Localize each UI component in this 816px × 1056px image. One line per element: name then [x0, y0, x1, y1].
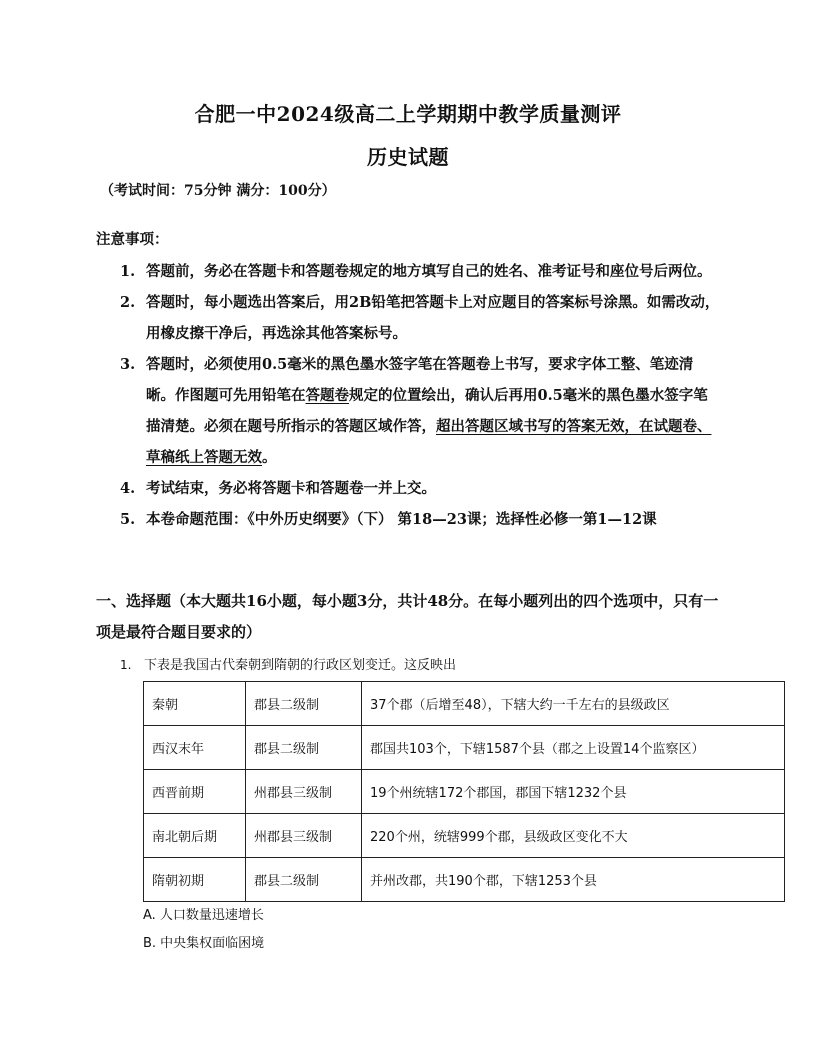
table-cell-dynasty: 西晋前期 — [144, 770, 246, 814]
notice-text: 规定的位置绘出，确认后再用0.5毫米的黑色墨水签字笔描清楚。必须在题号所指示的答题区域作答， — [146, 387, 708, 435]
table-cell-system: 郡县二级制 — [246, 682, 362, 726]
notice-text: 。 — [262, 449, 277, 466]
table-cell-system: 州郡县三级制 — [246, 814, 362, 858]
exam-subject: 历史试题 — [367, 145, 449, 169]
table-row — [144, 858, 785, 902]
table-cell-dynasty: 隋朝初期 — [144, 858, 246, 902]
notice-item-4 — [96, 473, 720, 504]
notice-text: 答题时，必须使用0.5毫米的黑色墨水签字笔在答题卷上书写，要求字体工整、笔迹清晰。作图题可先用铅笔在 — [146, 356, 694, 404]
notice-text: 本卷命题范围：《中外历史纲要》（下） 第18—23课；选择性必修一第1—12课 — [146, 511, 657, 528]
table-cell-detail: 37个郡（后增至48），下辖大约一千左右的县级政区 — [362, 682, 785, 726]
question-table — [143, 681, 785, 902]
exam-info: （考试时间：75分钟 满分：100分） — [100, 183, 336, 199]
table-cell-system: 州郡县三级制 — [246, 770, 362, 814]
notice-number: 1. — [120, 263, 136, 280]
notice-item-1 — [96, 256, 720, 287]
notice-heading: 注意事项： — [96, 231, 169, 248]
table-cell-system: 郡县二级制 — [246, 726, 362, 770]
notice-item-2 — [96, 287, 720, 349]
notice-item-5 — [96, 504, 720, 535]
table-cell-dynasty: 秦朝 — [144, 682, 246, 726]
table-cell-detail: 郡国共103个，下辖1587个县（郡之上设置14个监察区） — [362, 726, 785, 770]
exam-title: 合肥一中2024级高二上学期期中教学质量测评 — [194, 102, 622, 126]
notice-text: 答题前，务必在答题卡和答题卷规定的地方填写自己的姓名、准考证号和座位号后两位。 — [146, 263, 712, 280]
notice-text: 答题时，每小题选出答案后，用2B铅笔把答题卡上对应题目的答案标号涂黑。如需改动，用橡皮擦干净后，再选涂其他答案标号。 — [146, 294, 720, 342]
table-cell-dynasty: 南北朝后期 — [144, 814, 246, 858]
table-row — [144, 814, 785, 858]
question-stem — [120, 654, 456, 673]
notice-number: 4. — [120, 480, 136, 497]
notice-list — [96, 256, 720, 535]
question-number: 1. — [120, 658, 132, 672]
table-row — [144, 770, 785, 814]
option-b: B. 中央集权面临困境 — [143, 936, 265, 951]
table-row — [144, 726, 785, 770]
notice-number: 5. — [120, 511, 136, 528]
table-cell-detail: 19个州统辖172个郡国，郡国下辖1232个县 — [362, 770, 785, 814]
notice-underlined-text: 超出答题区域书写的答案无效，在试题卷、草稿纸上答题无效 — [146, 418, 712, 466]
table-cell-detail: 并州改郡，共190个郡，下辖1253个县 — [362, 858, 785, 902]
notice-item-3 — [96, 349, 720, 473]
question-text: 下表是我国古代秦朝到隋朝的行政区划变迁。这反映出 — [144, 658, 457, 673]
option-a: A. 人口数量迅速增长 — [143, 908, 264, 923]
table-cell-system: 郡县二级制 — [246, 858, 362, 902]
notice-number: 2. — [120, 294, 136, 311]
notice-number: 3. — [120, 356, 136, 373]
notice-underlined-text: 答题卷 — [305, 387, 349, 404]
notice-text: 考试结束，务必将答题卡和答题卷一并上交。 — [146, 480, 436, 497]
section-heading: 一、选择题（本大题共16小题，每小题3分，共计48分。在每小题列出的四个选项中，只有一项是最符合题目要求的） — [96, 592, 719, 641]
table-cell-detail: 220个州，统辖999个郡，县级政区变化不大 — [362, 814, 785, 858]
table-cell-dynasty: 西汉末年 — [144, 726, 246, 770]
table-row — [144, 682, 785, 726]
